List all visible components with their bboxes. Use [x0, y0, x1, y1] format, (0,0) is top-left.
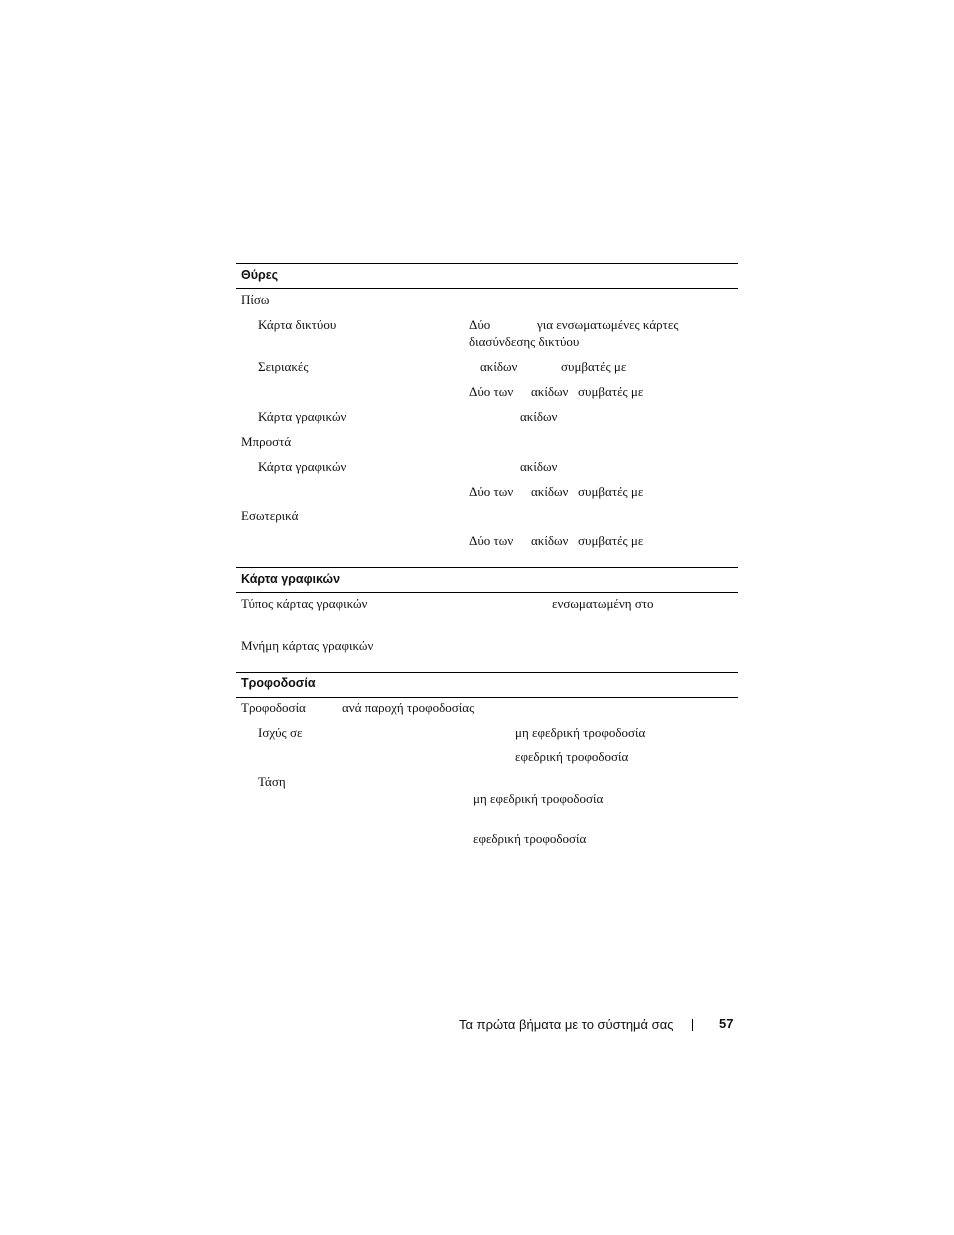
rear-row-value-1: Δύο των	[469, 384, 514, 399]
footer-title: Τα πρώτα βήματα με το σύστημά σας	[459, 1017, 674, 1032]
internal-row-value-3: συμβατές με	[578, 533, 644, 548]
power-supply-label: Τροφοδοσία	[241, 700, 306, 715]
serial-value-1: ακίδων	[480, 359, 518, 374]
front-row-value-2: ακίδων	[531, 484, 569, 499]
page-number: 57	[719, 1016, 734, 1031]
voltage-value-1: μη εφεδρική τροφοδοσία	[473, 791, 604, 806]
rear-row-value-3: συμβατές με	[578, 384, 644, 399]
network-card-value-2: για ενσωματωμένες κάρτες	[537, 317, 679, 332]
rear-row-value-2: ακίδων	[531, 384, 569, 399]
wattage-value-1: μη εφεδρική τροφοδοσία	[515, 725, 646, 740]
voltage-value-2: εφεδρική τροφοδοσία	[473, 831, 587, 846]
network-card-value-1: Δύο	[469, 317, 491, 332]
power-header-rule	[236, 697, 738, 698]
front-video-card-value: ακίδων	[520, 459, 558, 474]
ports-section-header: Θύρες	[241, 268, 279, 282]
wattage-value-2: εφεδρική τροφοδοσία	[515, 749, 629, 764]
voltage-label: Τάση	[258, 774, 286, 789]
serial-label: Σειριακές	[258, 359, 309, 374]
video-memory-label: Μνήμη κάρτας γραφικών	[241, 638, 374, 653]
video-top-rule	[236, 567, 738, 568]
front-video-card-label: Κάρτα γραφικών	[258, 459, 347, 474]
rear-label: Πίσω	[241, 292, 270, 307]
power-supply-value: ανά παροχή τροφοδοσίας	[342, 700, 475, 715]
video-type-value: ενσωματωμένη στο	[552, 596, 654, 611]
serial-value-2: συμβατές με	[561, 359, 627, 374]
internal-label: Εσωτερικά	[241, 508, 299, 523]
network-card-value-3: διασύνδεσης δικτύου	[469, 334, 580, 349]
ports-top-rule	[236, 263, 738, 264]
front-row-value-3: συμβατές με	[578, 484, 644, 499]
video-card-label: Κάρτα γραφικών	[258, 409, 347, 424]
power-top-rule	[236, 672, 738, 673]
ports-header-rule	[236, 288, 738, 289]
video-type-label: Τύπος κάρτας γραφικών	[241, 596, 368, 611]
wattage-label: Ισχύς σε	[258, 725, 303, 740]
internal-row-value-1: Δύο των	[469, 533, 514, 548]
power-section-header: Τροφοδοσία	[241, 676, 316, 690]
internal-row-value-2: ακίδων	[531, 533, 569, 548]
video-header-rule	[236, 592, 738, 593]
video-card-value: ακίδων	[520, 409, 558, 424]
network-card-label: Κάρτα δικτύου	[258, 317, 337, 332]
video-section-header: Κάρτα γραφικών	[241, 572, 341, 586]
front-label: Μπροστά	[241, 434, 292, 449]
footer-separator	[692, 1019, 693, 1031]
front-row-value-1: Δύο των	[469, 484, 514, 499]
